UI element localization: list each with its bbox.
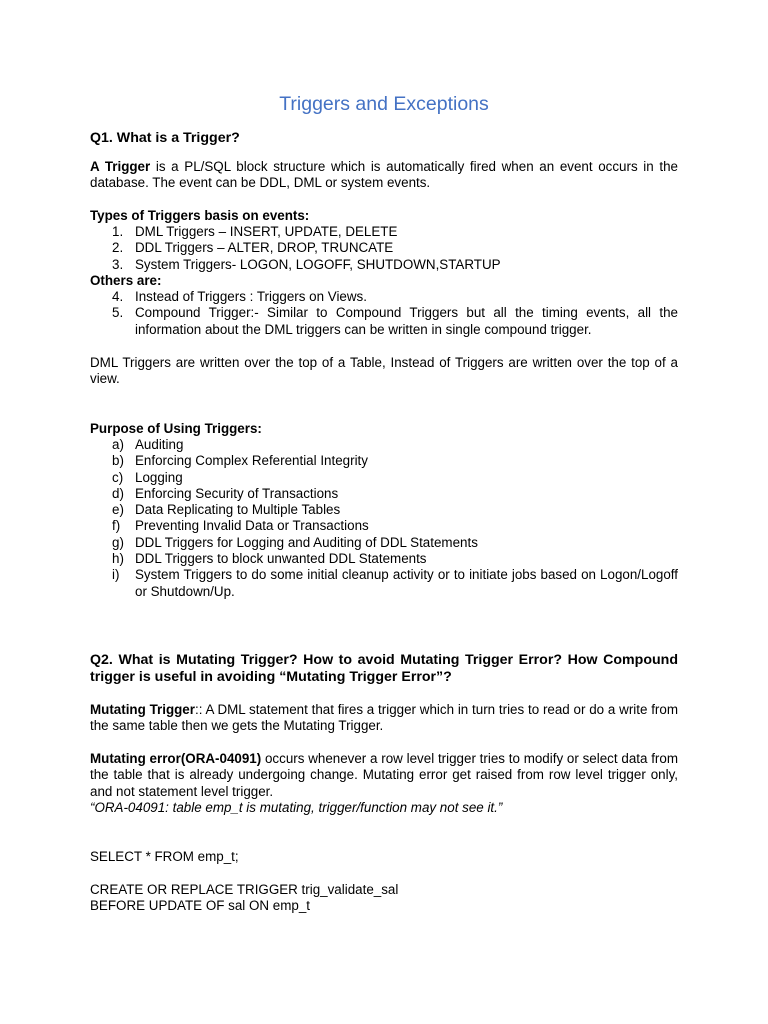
types-list [90, 224, 678, 273]
list-marker: c) [112, 469, 124, 485]
dml-note: DML Triggers are written over the top of a Table, Instead of Triggers are written over the top of a view. [90, 355, 678, 387]
list-marker: b) [112, 453, 124, 469]
list-marker: h) [112, 551, 124, 567]
list-item [90, 567, 678, 600]
list-marker: 3. [112, 256, 124, 272]
page-title: Triggers and Exceptions [279, 93, 489, 115]
trigger-term: A Trigger [90, 159, 151, 174]
list-marker: 5. [112, 305, 124, 321]
list-text: Instead of Triggers : Triggers on Views. [135, 289, 367, 304]
list-item [90, 551, 678, 567]
mutating-trigger-definition [90, 702, 678, 735]
others-heading: Others are: [90, 273, 162, 288]
list-marker: e) [112, 502, 124, 518]
list-text: Preventing Invalid Data or Transactions [135, 518, 369, 534]
list-text: Enforcing Security of Transactions [135, 485, 339, 501]
list-item [90, 535, 678, 551]
mutating-trigger-term: Mutating Trigger [90, 702, 195, 717]
list-text: System Triggers to do some initial cleanup activity or to initiate jobs based on Logon/Logoff or Shutdown/Up. [135, 567, 678, 599]
list-item [90, 453, 678, 469]
purpose-heading: Purpose of Using Triggers: [90, 421, 262, 436]
list-marker: i) [112, 567, 120, 583]
list-item [90, 305, 678, 338]
list-item [90, 470, 678, 486]
list-text: DML Triggers – INSERT, UPDATE, DELETE [135, 224, 398, 239]
list-text: Logging [135, 469, 183, 485]
list-marker: 1. [112, 224, 124, 239]
code-line: CREATE OR REPLACE TRIGGER trig_validate_sal [90, 882, 399, 897]
list-item [90, 224, 678, 240]
others-list [90, 289, 678, 338]
list-item [90, 486, 678, 502]
trigger-definition-text: is a PL/SQL block structure which is automatically fired when an event occurs in the database. The event can be DDL, DML or system events. [90, 159, 678, 191]
list-item [90, 257, 678, 273]
list-marker: d) [112, 485, 124, 501]
mutating-error-term: Mutating error(ORA-04091) [90, 751, 262, 766]
list-text: DDL Triggers for Logging and Auditing of DDL Statements [135, 534, 478, 550]
types-heading: Types of Triggers basis on events: [90, 208, 310, 223]
mutating-trigger-text: :: A DML statement that fires a trigger which in turn tries to read or do a write from the same table then we gets the Mutating Trigger. [90, 702, 678, 734]
list-item [90, 240, 678, 256]
code-line: SELECT * FROM emp_t; [90, 849, 239, 864]
list-text: Data Replicating to Multiple Tables [135, 502, 341, 518]
purpose-list [90, 437, 678, 600]
list-text: DDL Triggers to block unwanted DDL Statements [135, 551, 427, 567]
error-quote: “ORA-04091: table emp_t is mutating, trigger/function may not see it.” [90, 800, 503, 815]
list-item [90, 502, 678, 518]
list-text: Auditing [135, 437, 184, 452]
list-text: System Triggers- LOGON, LOGOFF, SHUTDOWN,STARTUP [135, 256, 501, 272]
list-marker: 2. [112, 240, 124, 256]
mutating-error-text: occurs whenever a row level trigger tries to modify or select data from the table that is already undergoing change. Mutating error get raised from row level trigger only, and not statement level trigger. [90, 751, 678, 799]
list-marker: a) [112, 437, 124, 452]
list-item [90, 437, 678, 453]
trigger-definition [90, 159, 678, 192]
list-text: Compound Trigger:- Similar to Compound Triggers but all the timing events, all the information about the DML triggers can be written in single compound trigger. [135, 305, 678, 337]
list-text: DDL Triggers – ALTER, DROP, TRUNCATE [135, 240, 394, 256]
list-text: Enforcing Complex Referential Integrity [135, 453, 368, 469]
list-item [90, 518, 678, 534]
mutating-error-definition [90, 751, 678, 800]
list-marker: f) [112, 518, 121, 534]
list-marker: 4. [112, 289, 124, 304]
list-item [90, 289, 678, 305]
q1-heading: Q1. What is a Trigger? [90, 130, 240, 146]
q2-heading: Q2. What is Mutating Trigger? How to avoid Mutating Trigger Error? How Compound trigger is useful in avoiding “Mutating Trigger Error”? [90, 652, 678, 685]
code-line: BEFORE UPDATE OF sal ON emp_t [90, 898, 310, 913]
list-marker: g) [112, 534, 124, 550]
